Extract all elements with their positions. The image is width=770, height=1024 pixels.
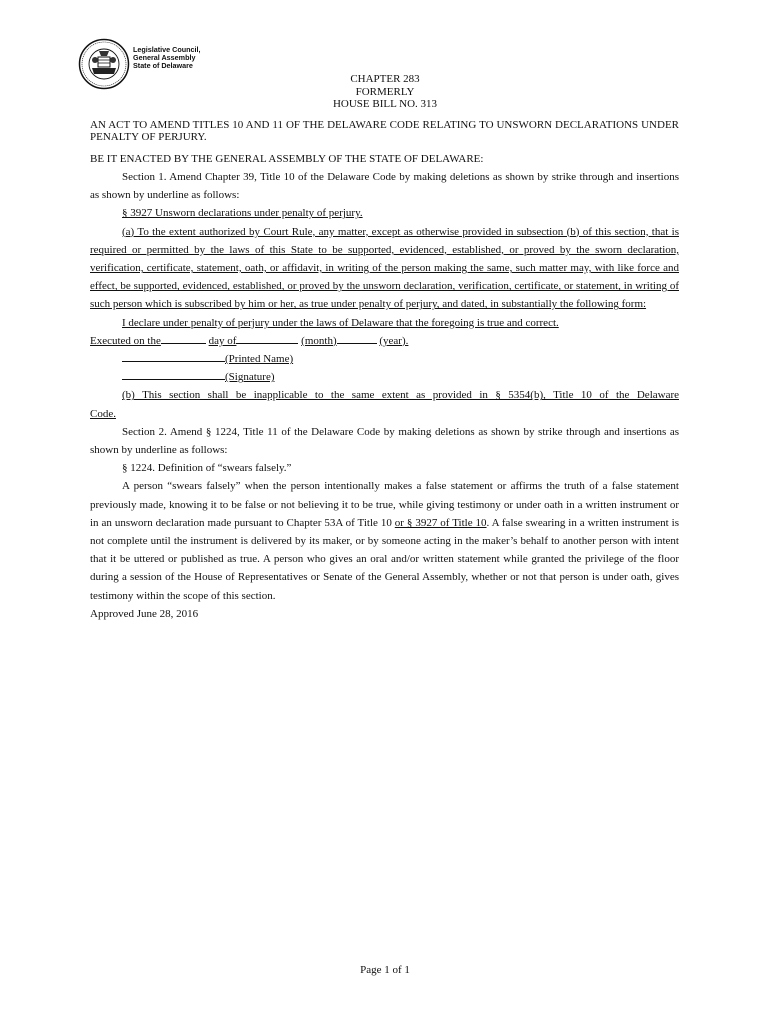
chapter-heading xyxy=(0,73,770,111)
section-3927-para-b-end: Code. xyxy=(90,407,116,420)
chapter-number: CHAPTER 283 xyxy=(350,73,420,85)
section-1224-text-1: A person “swears falsely” when the person intentionally makes a false statement or affirms the truth of a false statement previously made, knowing it to be false or not believing it to be true, while giving testimony or under oath in a written instrument or in an unsworn declaration made pursuant to Chapter 53A of Title 10 xyxy=(90,480,679,529)
section-1224-text-2: . A false swearing in a written instrument is not complete until the instrument is delivered by its maker, or by someone acting in the maker’s behalf to another person with intent that it be uttered or published as true. A person who gives an oral and/or written statement while granted the privilege of the floor during a session of the House of Representatives or Senate of the General Assembly, whether or not that person is under oath, gives testimony within the scope of this section. xyxy=(90,516,680,602)
printed-name-label: (Printed Name) xyxy=(225,353,294,366)
declaration-statement: I declare under penalty of perjury under the laws of Delaware that the foregoing is true and correct. xyxy=(122,316,559,329)
section-3927-para-b: (b) This section shall be inapplicable to the same extent as provided in § 5354(b), Title 10 of the Delaware xyxy=(122,389,679,402)
enacting-clause: BE IT ENACTED BY THE GENERAL ASSEMBLY OF THE STATE OF DELAWARE: xyxy=(90,152,484,165)
section-3927-heading: § 3927 Unsworn declarations under penalty of perjury. xyxy=(122,207,363,220)
bill-number: HOUSE BILL NO. 313 xyxy=(332,98,438,110)
executed-prefix: Executed on the xyxy=(90,334,161,347)
header-org-line-2: General Assembly xyxy=(133,53,196,63)
header-org xyxy=(133,46,201,71)
header-org-line-3: State of Delaware xyxy=(133,61,193,71)
section-1-intro: Section 1. Amend Chapter 39, Title 10 of the Delaware Code by making deletions as shown by strike through and insertions as shown by underline as follows: xyxy=(90,171,679,202)
approval-date: Approved June 28, 2016 xyxy=(90,607,199,620)
executed-line xyxy=(90,332,679,350)
section-2-intro: Section 2. Amend § 1224, Title 11 of the Delaware Code by making deletions as shown by strike through and insertions as shown by underline as follows: xyxy=(90,425,679,457)
section-1224-insertion: or § 3927 of Title 10 xyxy=(394,516,487,529)
executed-day: day of xyxy=(208,334,237,347)
header-org-line-1: Legislative Council, xyxy=(133,45,201,54)
page-number: Page 1 of 1 xyxy=(360,964,410,976)
chapter-formerly: FORMERLY xyxy=(355,85,415,98)
executed-year: (year). xyxy=(379,334,409,347)
section-1224-body xyxy=(90,477,679,604)
document-body xyxy=(90,119,679,623)
printed-name-line xyxy=(90,350,679,368)
signature-line xyxy=(90,368,679,386)
act-title: AN ACT TO AMEND TITLES 10 AND 11 OF THE DELAWARE CODE RELATING TO UNSWORN DECLARATIONS UNDER PENALTY OF PERJURY. xyxy=(90,119,679,144)
section-3927-para-a: (a) To the extent authorized by Court Rule, any matter, except as otherwise provided in subsection (b) of this section, that is required or permitted by the laws of this State to be supported, evidenced, established, or proved by the sworn declaration, verification, certificate, statement, oath, or affidavit, in writing of the person making the same, such matter may, with like force and effect, be supported, evidenced, established, or proved by the unsworn declaration, verification, certificate, or statement, in writing of such person which is subscribed by him or her, as true under penalty of perjury, and dated, in substantially the following form: xyxy=(90,225,679,311)
signature-label: (Signature) xyxy=(225,371,275,384)
executed-month: (month) xyxy=(301,334,337,347)
section-1224-heading: § 1224. Definition of “swears falsely.” xyxy=(122,462,292,475)
